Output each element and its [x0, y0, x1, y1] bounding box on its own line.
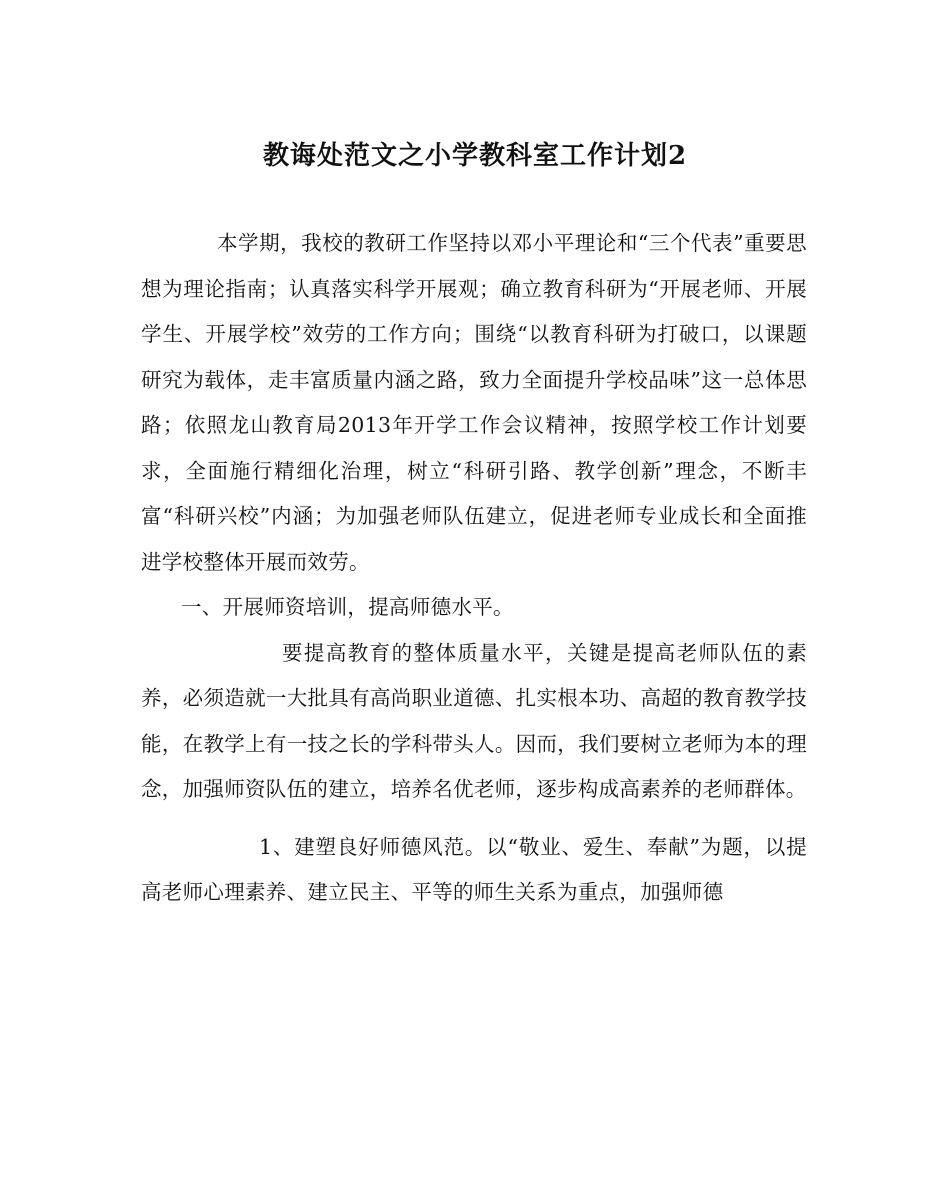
intro-paragraph: 本学期，我校的教研工作坚持以邓小平理论和“三个代表”重要思想为理论指南；认真落实科学开展观；确立教育科研为“开展老师、开展学生、开展学校”效劳的工作方向；围绕“以教育科研为打破口，以课题研究为载体，走丰富质量内涵之路，致力全面提升学校品味”这一总体思路；依照龙山教育局2013年开学工作会议精神，按照学校工作计划要求，全面施行精细化治理，树立“科研引路、教学创新”理念，不断丰富“科研兴校”内涵；为加强老师队伍建立，促进老师专业成长和全面推进学校整体开展而效劳。 — [141, 231, 807, 574]
document-title: 教诲处范文之小学教科室工作计划2 — [262, 141, 688, 171]
section-paragraph: 要提高教育的整体质量水平，关键是提高老师队伍的素养，必须造就一大批具有高尚职业道德、扎实根本功、高超的教育教学技能，在教学上有一技之长的学科带头人。因而，我们要树立老师为本的理念，加强师资队伍的建立，培养名优老师，逐步构成高素养的老师群体。 — [141, 640, 807, 801]
list-item-paragraph: 1、建塑良好师德风范。以“敬业、爱生、奉献”为题，以提高老师心理素养、建立民主、平等的师生关系为重点，加强师德 — [141, 834, 807, 904]
document-body — [141, 221, 807, 916]
section-heading: 一、开展师资培训，提高师德水平。 — [181, 595, 514, 619]
